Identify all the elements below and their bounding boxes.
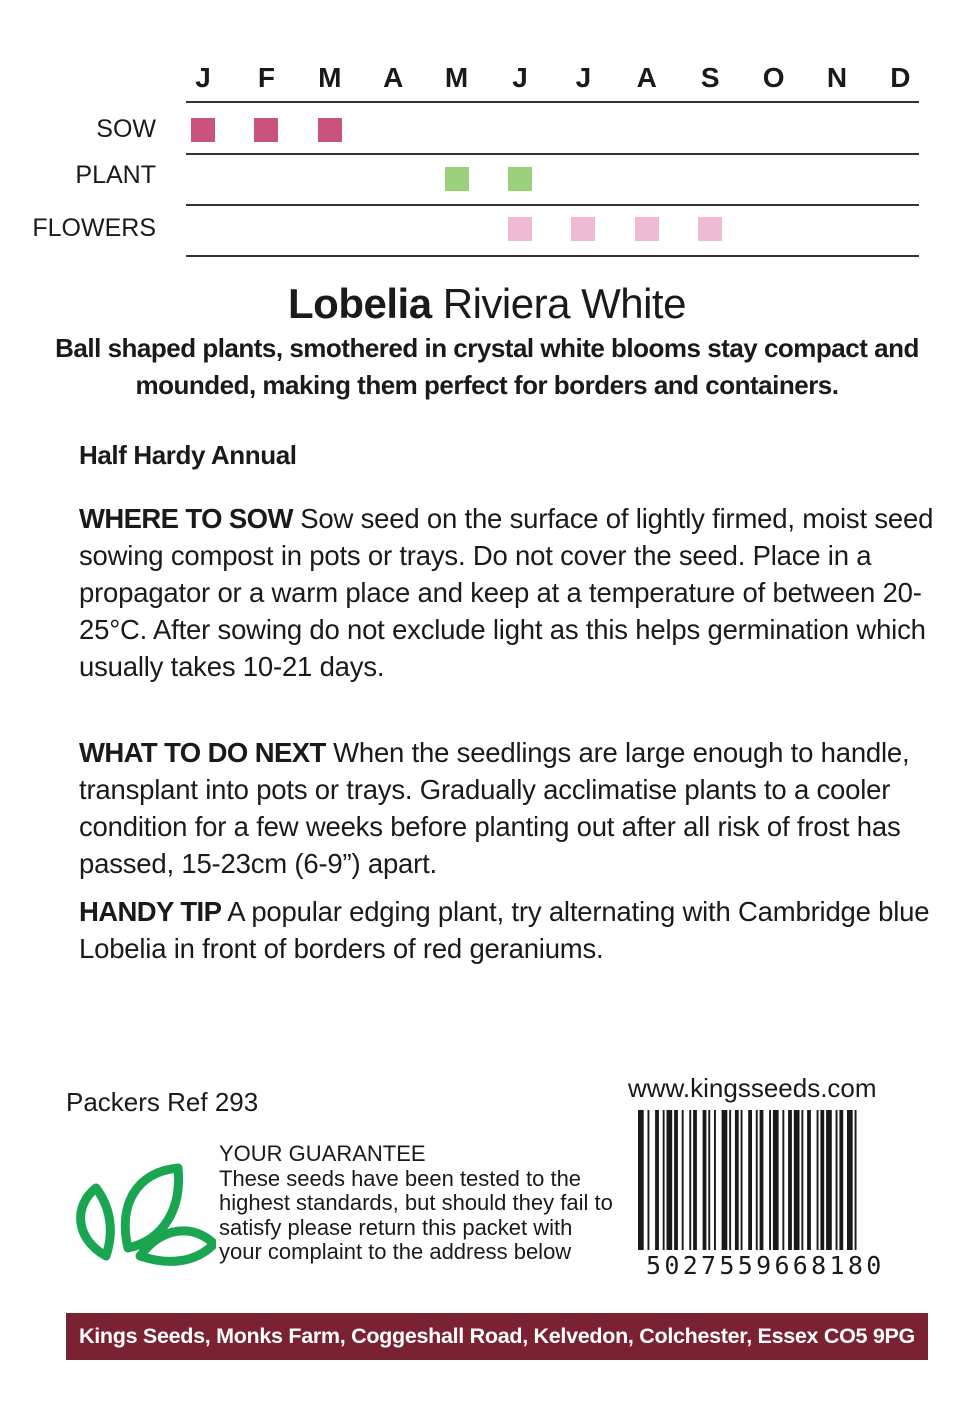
month-header: O: [762, 62, 785, 93]
calendar-cell-plant: [508, 167, 532, 191]
sowing-calendar: [0, 0, 974, 260]
section-heading: WHERE TO SOW: [79, 503, 293, 534]
month-header: A: [383, 62, 404, 93]
section-handy-tip: [79, 893, 939, 967]
calendar-cell-flowers: [571, 217, 595, 241]
calendar-divider: [186, 255, 919, 257]
product-variety: Riviera White: [442, 280, 686, 327]
calendar-cell-flowers: [508, 217, 532, 241]
plant-type: Half Hardy Annual: [79, 440, 297, 470]
calendar-cell-sow: [254, 118, 278, 142]
address-text: Kings Seeds, Monks Farm, Coggeshall Road, Kelvedon, Colchester, Essex CO5 9PG: [79, 1324, 915, 1348]
month-header: M: [318, 62, 342, 93]
calendar-cell-flowers: [698, 217, 722, 241]
row-label-sow: SOW: [96, 115, 156, 143]
section-heading: HANDY TIP: [79, 896, 222, 927]
address-banner: [66, 1313, 928, 1360]
guarantee-text: These seeds have been tested to the highest standards, but should they fail to satisfy please return this packet with your complaint to the address below: [219, 1165, 613, 1264]
calendar-divider: [186, 204, 919, 206]
product-title: [0, 280, 974, 328]
row-label-flowers: FLOWERS: [32, 214, 156, 242]
section-text: A popular edging plant, try alternating with Cambridge blue Lobelia in front of borders of red geraniums.: [79, 896, 930, 964]
product-description: Ball shaped plants, smothered in crystal white blooms stay compact and mounded, making them perfect for borders and containers.: [55, 333, 919, 400]
section-text: When the seedlings are large enough to handle, transplant into pots or trays. Gradually acclimatise plants to a cooler condition for a few weeks before planting out after all risk of frost has passed, 15-23cm (6-9”) apart.: [79, 737, 910, 879]
calendar-divider: [186, 153, 919, 155]
barcode-number: 5027559668180: [646, 1251, 885, 1280]
month-header: J: [575, 62, 592, 93]
guarantee-block: [219, 1142, 619, 1265]
leaf-logo-icon: [66, 1160, 216, 1270]
month-header: J: [195, 62, 211, 93]
section-heading: WHAT TO DO NEXT: [79, 737, 326, 768]
month-header: M: [444, 62, 469, 93]
calendar-cell-flowers: [635, 217, 659, 241]
month-header: F: [257, 62, 275, 93]
guarantee-title: YOUR GUARANTEE: [219, 1141, 426, 1166]
section-where-to-sow: [79, 500, 939, 685]
calendar-cell-sow: [191, 118, 215, 142]
month-header: J: [512, 62, 528, 93]
calendar-cell-plant: [445, 167, 469, 191]
product-genus: Lobelia: [288, 280, 432, 327]
month-header: S: [700, 62, 720, 93]
month-header: D: [890, 62, 911, 93]
packers-reference: Packers Ref 293: [66, 1087, 259, 1117]
calendar-cell-sow: [318, 118, 342, 142]
section-text: Sow seed on the surface of lightly firmed, moist seed sowing compost in pots or trays. Do not cover the seed. Place in a propagator or a warm place and keep at a temperature of between 20-25°C. After sowing do not exclude light as this helps germination which usually takes 10-21 days.: [79, 503, 934, 682]
calendar-divider: [186, 101, 919, 103]
month-header: N: [826, 62, 848, 93]
month-header: A: [636, 62, 657, 93]
row-label-plant: PLANT: [75, 161, 156, 189]
section-what-to-do-next: [79, 734, 939, 882]
barcode-icon: [636, 1110, 926, 1256]
website-url: www.kingsseeds.com: [628, 1073, 877, 1103]
